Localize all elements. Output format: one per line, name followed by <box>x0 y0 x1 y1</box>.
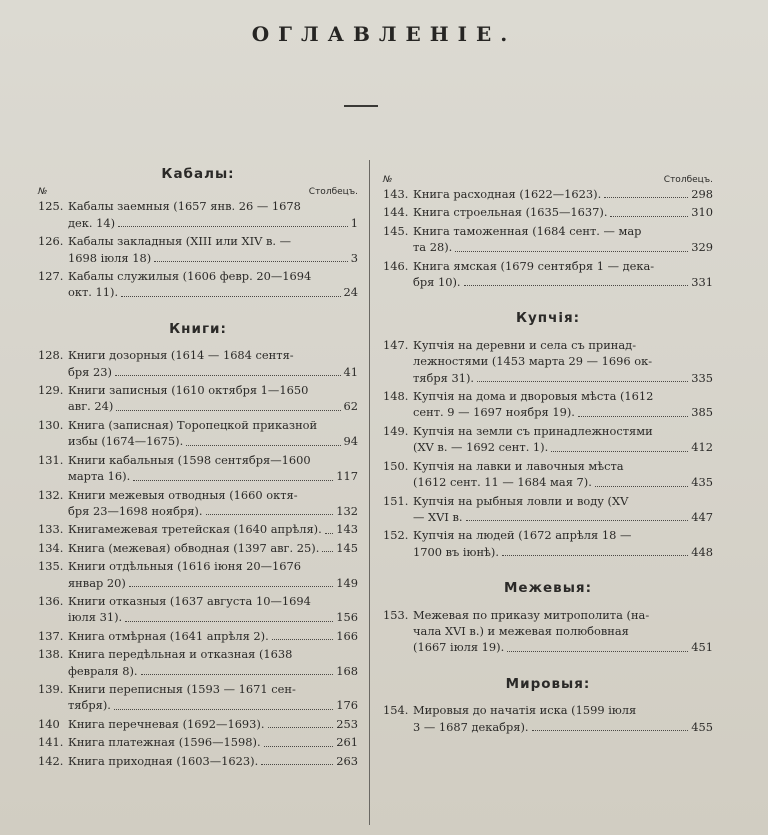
column-number: 176 <box>336 698 358 713</box>
entry-line: Книга (межевая) обводная (1397 авг. 25). <box>68 540 320 555</box>
entry-line: январ 20) <box>68 575 126 590</box>
column-number: 143 <box>336 522 358 537</box>
column-number: 451 <box>691 640 713 655</box>
column-number: 310 <box>691 205 713 220</box>
toc-entry <box>383 258 713 291</box>
entry-last-line <box>68 540 358 556</box>
entry-body <box>68 716 358 732</box>
entry-body <box>413 607 713 656</box>
leader-dots <box>129 586 333 587</box>
entry-last-line <box>413 439 713 455</box>
entry-line: Купчія на лавки и лавочныя мѣста <box>413 458 624 473</box>
toc-entry <box>38 521 358 537</box>
column-number: 62 <box>343 399 358 414</box>
entry-body <box>68 233 358 266</box>
entry-line: Книга таможенная (1684 сент. — мар <box>413 223 642 238</box>
page-title: ОГЛАВЛЕНІЕ. <box>251 22 517 46</box>
column-number: 41 <box>343 364 358 379</box>
entry-line: Мировыя до начатія иска (1599 іюля <box>413 703 637 718</box>
entry-number: 152. <box>383 528 409 543</box>
entry-last-line <box>413 370 713 386</box>
toc-entry <box>38 716 358 732</box>
entry-body <box>413 337 713 386</box>
entry-line: Книга ямская (1679 сентября 1 — дека- <box>413 258 655 273</box>
toc-entry <box>38 198 358 231</box>
leader-dots <box>551 451 688 452</box>
entry-body <box>68 681 358 714</box>
column-number: 3 <box>350 250 358 265</box>
entry-line: сент. 9 — 1697 ноября 19). <box>413 405 575 420</box>
entry-body <box>68 347 358 380</box>
entry-body <box>68 628 358 644</box>
entry-last-line <box>68 215 358 231</box>
column-number: 261 <box>336 735 358 750</box>
entry-number: 149. <box>383 423 409 438</box>
entry-number: 137. <box>38 628 64 643</box>
leader-dots <box>121 296 340 297</box>
entry-line: та 28). <box>413 240 453 255</box>
leader-dots <box>114 709 333 710</box>
section-heading: Кабалы: <box>161 166 235 182</box>
leader-dots <box>502 555 688 556</box>
column-number: 335 <box>691 370 713 385</box>
column-divider <box>369 160 370 825</box>
column-number: 412 <box>691 440 713 455</box>
column-number: 117 <box>336 469 358 484</box>
entry-line: 1700 въ іюнѣ). <box>413 544 499 559</box>
entry-last-line <box>413 186 713 202</box>
entry-line: Книга перечневая (1692—1693). <box>68 716 265 731</box>
entry-last-line <box>413 239 713 255</box>
entry-number: 151. <box>383 493 409 508</box>
entry-body <box>68 452 358 485</box>
column-number: 448 <box>691 544 713 559</box>
entry-number: 128. <box>38 348 64 363</box>
toc-entry <box>38 628 358 644</box>
leader-dots <box>141 674 334 675</box>
toc-entry <box>38 268 358 301</box>
entry-line: Книга строельная (1635—1637). <box>413 205 608 220</box>
entry-number: 146. <box>383 258 409 273</box>
leader-dots <box>322 551 333 552</box>
toc-entry <box>383 527 713 560</box>
entry-line: Книга (записная) Торопецкой приказной <box>68 417 318 432</box>
entry-number: 144. <box>383 205 409 220</box>
entry-line: Кабалы служилыя (1606 февр. 20—1694 <box>68 269 312 284</box>
entry-number: 127. <box>38 269 64 284</box>
toc-entry <box>383 458 713 491</box>
column-header <box>38 184 358 198</box>
column-number: 24 <box>343 285 358 300</box>
entry-line: бря 10). <box>413 275 461 290</box>
column-number: 132 <box>336 503 358 518</box>
column-number: 168 <box>336 663 358 678</box>
entry-body <box>68 382 358 415</box>
entry-line: Кабалы закладныя (XIII или XIV в. — <box>68 234 292 249</box>
entry-line: Купчія на людей (1672 апрѣля 18 — <box>413 528 632 543</box>
toc-entry <box>38 487 358 520</box>
column-number: 1 <box>350 215 358 230</box>
column-header-right <box>383 172 713 186</box>
title-rule <box>344 105 378 107</box>
entry-line: Книги записныя (1610 октября 1—1650 <box>68 383 309 398</box>
toc-entry <box>38 593 358 626</box>
entry-body <box>68 198 358 231</box>
column-number: 145 <box>336 540 358 555</box>
entry-number: 130. <box>38 417 64 432</box>
leader-dots <box>125 621 333 622</box>
leader-dots <box>578 416 688 417</box>
left-column <box>38 162 358 771</box>
entry-line: Книги отказныя (1637 августа 10—1694 <box>68 593 311 608</box>
section-heading: Мировыя: <box>505 675 591 692</box>
entry-line: 1698 іюля 18) <box>68 250 152 265</box>
entry-body <box>413 223 713 256</box>
entry-number: 139. <box>38 681 64 696</box>
number-header: № <box>383 175 393 185</box>
leader-dots <box>264 746 334 747</box>
entry-body <box>413 204 713 220</box>
entry-body <box>413 458 713 491</box>
entry-line: Купчія на деревни и села съ принад- <box>413 337 637 352</box>
entry-last-line <box>68 398 358 414</box>
section-heading: Книги: <box>169 320 227 337</box>
leader-dots <box>595 486 688 487</box>
leader-dots <box>261 764 333 765</box>
entry-last-line <box>68 521 358 537</box>
toc-entry <box>383 702 713 735</box>
number-header: № <box>38 187 48 198</box>
entry-body <box>68 417 358 450</box>
entry-line: тября). <box>68 698 111 713</box>
column-number: 447 <box>691 509 713 524</box>
entry-number: 138. <box>38 647 64 662</box>
entry-body <box>413 186 713 202</box>
column-number: 331 <box>691 275 713 290</box>
entry-last-line <box>68 250 358 266</box>
leader-dots <box>325 533 334 534</box>
entry-number: 142. <box>38 753 64 768</box>
toc-entry <box>383 337 713 386</box>
entry-line: Книги отдѣльныя (1616 іюня 20—1676 <box>68 559 302 574</box>
entry-line: (1612 сент. 11 — 1684 мая 7). <box>413 475 592 490</box>
entry-number: 147. <box>383 337 409 352</box>
entry-body <box>413 702 713 735</box>
leader-dots <box>118 226 348 227</box>
leader-dots <box>115 375 341 376</box>
column-number: 253 <box>336 716 358 731</box>
toc-entry <box>383 388 713 421</box>
leader-dots <box>604 197 688 198</box>
column-number: 166 <box>336 628 358 643</box>
entry-number: 150. <box>383 458 409 473</box>
toc-entry <box>38 452 358 485</box>
entry-body <box>413 527 713 560</box>
entry-last-line <box>68 575 358 591</box>
entry-line: дек. 14) <box>68 215 116 230</box>
toc-entry <box>38 734 358 750</box>
toc-entry <box>38 347 358 380</box>
entry-line: авг. 24) <box>68 399 114 414</box>
entry-last-line <box>413 544 713 560</box>
entry-last-line <box>68 433 358 449</box>
entry-number: 131. <box>38 452 64 467</box>
column-number-header: Столбецъ. <box>308 187 358 198</box>
toc-entry <box>383 607 713 656</box>
entry-line: Межевая по приказу митрополита (на- <box>413 607 650 622</box>
entry-line: бря 23) <box>68 364 112 379</box>
entry-last-line <box>413 719 713 735</box>
toc-entry <box>38 382 358 415</box>
entry-line: окт. 11). <box>68 285 119 300</box>
entry-line: Кабалы заемныя (1657 янв. 26 — 1678 <box>68 199 301 214</box>
right-column <box>383 172 713 751</box>
column-number: 156 <box>336 610 358 625</box>
entry-last-line <box>68 753 358 769</box>
entry-last-line <box>68 284 358 300</box>
entry-last-line <box>413 509 713 525</box>
entry-body <box>413 493 713 526</box>
leader-dots <box>206 514 334 515</box>
toc-entry <box>38 646 358 679</box>
entry-number: 141. <box>38 735 64 750</box>
entry-number: 125. <box>38 199 64 214</box>
entry-body <box>68 521 358 537</box>
toc-entry <box>38 233 358 266</box>
entry-last-line <box>68 468 358 484</box>
leader-dots <box>610 216 688 217</box>
entry-last-line <box>68 609 358 625</box>
entry-body <box>68 593 358 626</box>
entry-line: Купчія на рыбныя ловли и воду (XV <box>413 493 629 508</box>
column-number: 385 <box>691 405 713 420</box>
entry-line: іюля 31). <box>68 610 123 625</box>
entry-last-line <box>68 364 358 380</box>
column-number: 329 <box>691 240 713 255</box>
leader-dots <box>272 639 334 640</box>
leader-dots <box>116 410 340 411</box>
entry-last-line <box>68 716 358 732</box>
column-number: 263 <box>336 753 358 768</box>
entry-line: (1667 іюля 19). <box>413 640 505 655</box>
entry-line: лежностями (1453 марта 29 — 1696 ок- <box>413 354 653 369</box>
entry-line: Книга платежная (1596—1598). <box>68 735 261 750</box>
entry-line: Книга передѣльная и отказная (1638 <box>68 647 293 662</box>
entry-line: бря 23—1698 ноября). <box>68 503 203 518</box>
entry-number: 133. <box>38 522 64 537</box>
leader-dots <box>268 727 334 728</box>
entry-line: Книги кабальныя (1598 сентября—1600 <box>68 452 311 467</box>
entry-line: тября 31). <box>413 370 475 385</box>
entry-number: 134. <box>38 540 64 555</box>
leader-dots <box>466 520 689 521</box>
entry-body <box>68 646 358 679</box>
column-number: 298 <box>691 187 713 201</box>
column-number: 94 <box>343 434 358 449</box>
entry-last-line <box>413 639 713 655</box>
toc-entry <box>383 204 713 220</box>
entry-line: — XVI в. <box>413 509 463 524</box>
column-number: 455 <box>691 719 713 734</box>
toc-entry <box>383 223 713 256</box>
entry-number: 132. <box>38 487 64 502</box>
entry-number: 129. <box>38 383 64 398</box>
leader-dots <box>455 251 688 252</box>
toc-entry <box>383 186 713 202</box>
entry-last-line <box>68 734 358 750</box>
leader-dots <box>186 445 340 446</box>
entry-body <box>68 268 358 301</box>
entry-line: 3 — 1687 декабря). <box>413 719 529 734</box>
toc-entry <box>38 753 358 769</box>
entry-line: Книга отмѣрная (1641 апрѣля 2). <box>68 628 269 643</box>
entry-body <box>68 540 358 556</box>
leader-dots <box>532 730 689 731</box>
leader-dots <box>507 651 688 652</box>
entry-last-line <box>68 503 358 519</box>
toc-entry <box>38 558 358 591</box>
leader-dots <box>133 480 333 481</box>
column-number: 149 <box>336 575 358 590</box>
entry-last-line <box>68 697 358 713</box>
entry-last-line <box>413 204 713 220</box>
entry-line: избы (1674—1675). <box>68 434 184 449</box>
section-heading: Межевыя: <box>504 580 592 597</box>
column-number-header: Столбецъ. <box>663 175 713 185</box>
entry-line: Книга приходная (1603—1623). <box>68 753 259 768</box>
entry-body <box>68 558 358 591</box>
entry-line: Книга расходная (1622—1623). <box>413 187 602 201</box>
entry-number: 154. <box>383 703 409 718</box>
leader-dots <box>477 381 688 382</box>
entry-line: Книги переписныя (1593 — 1671 сен- <box>68 681 296 696</box>
entry-body <box>413 423 713 456</box>
entry-last-line <box>68 663 358 679</box>
toc-entry <box>38 540 358 556</box>
entry-body <box>413 258 713 291</box>
entry-last-line <box>413 274 713 290</box>
entry-line: февраля 8). <box>68 663 138 678</box>
entry-number: 135. <box>38 559 64 574</box>
entry-body <box>68 734 358 750</box>
entry-number: 148. <box>383 389 409 404</box>
entry-last-line <box>413 404 713 420</box>
entry-last-line <box>413 474 713 490</box>
toc-entry <box>38 681 358 714</box>
entry-line: Книги дозорныя (1614 — 1684 сентя- <box>68 348 294 363</box>
leader-dots <box>464 285 689 286</box>
entry-line: Купчія на дома и дворовыя мѣста (1612 <box>413 389 654 404</box>
column-number: 435 <box>691 475 713 490</box>
leader-dots <box>154 261 348 262</box>
entry-number: 136. <box>38 593 64 608</box>
entry-line: марта 16). <box>68 469 131 484</box>
entry-body <box>413 388 713 421</box>
entry-line: чала XVI в.) и межевая полюбовная <box>413 623 629 638</box>
entry-line: (XV в. — 1692 сент. 1). <box>413 440 549 455</box>
entry-number: 145. <box>383 223 409 238</box>
toc-entry <box>38 417 358 450</box>
entry-line: Купчія на земли съ принадлежностями <box>413 423 653 438</box>
entry-number: 140 <box>38 716 60 731</box>
entry-line: Книги межевыя отводныя (1660 октя- <box>68 487 298 502</box>
toc-entry <box>383 423 713 456</box>
section-heading: Купчія: <box>515 310 581 327</box>
entry-body <box>68 487 358 520</box>
entry-body <box>68 753 358 769</box>
toc-entry <box>383 493 713 526</box>
entry-number: 143. <box>383 187 409 201</box>
entry-line: Книгамежевая третейская (1640 апрѣля). <box>68 522 322 537</box>
entry-number: 126. <box>38 234 64 249</box>
entry-last-line <box>68 628 358 644</box>
entry-number: 153. <box>383 607 409 622</box>
